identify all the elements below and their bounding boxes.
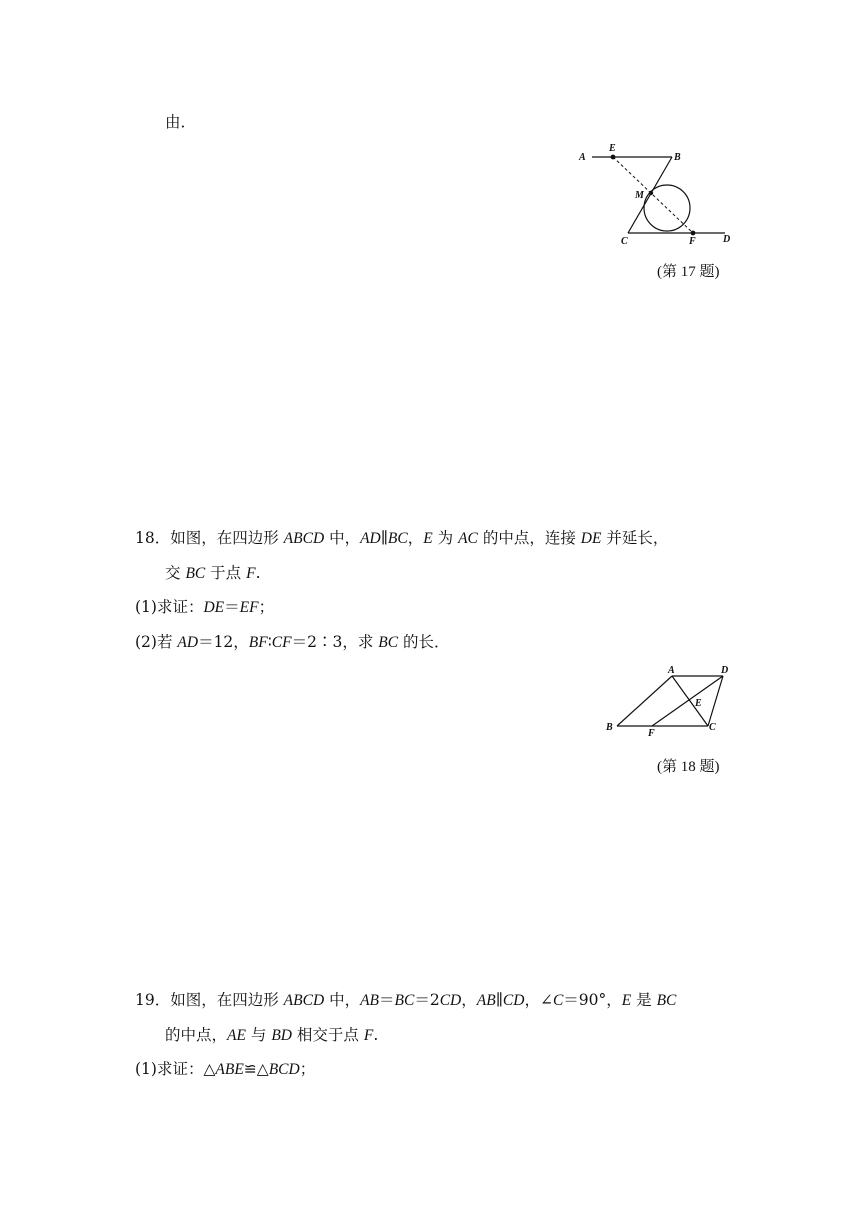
q17-figure: [570, 140, 740, 248]
q18-figure: [600, 660, 740, 740]
q18-number: 18．: [135, 529, 171, 547]
label-B: B: [674, 152, 681, 163]
q18-caption: (第 18 题): [657, 759, 720, 775]
label-A: A: [579, 152, 586, 163]
q18-line2: 交 BC 于点 F.: [165, 564, 261, 582]
q18-part2: (2)若 AD＝12，BF∶CF＝2∶3，求 BC 的长．: [135, 633, 450, 651]
segment-DF: [652, 676, 723, 726]
segment-AB: [617, 676, 672, 726]
q17-text-tail: 由．: [165, 113, 197, 131]
label-M: M: [635, 190, 644, 201]
segment-EF-dashed: [613, 157, 693, 233]
label-F: F: [689, 236, 696, 247]
q18-line1: 18．如图，在四边形 ABCD 中，AD∥BC，E 为 AC 的中点，连接 DE 并延长，: [135, 529, 669, 547]
q19-line1: 19．如图，在四边形 ABCD 中，AB＝BC＝2CD，AB∥CD，∠C＝90°，E 是 BC: [135, 991, 677, 1009]
point-F: [691, 231, 696, 236]
point-M: [649, 191, 653, 195]
point-E: [611, 155, 616, 160]
q19-line2: 的中点，AE 与 BD 相交于点 F.: [165, 1026, 379, 1044]
label-F: F: [648, 728, 655, 739]
q19-part1: (1)求证：△ABE≌△BCD；: [135, 1060, 316, 1078]
segment-AC: [672, 676, 708, 726]
label-B: B: [606, 722, 613, 733]
label-E: E: [609, 143, 616, 154]
q17-caption: (第 17 题): [657, 264, 720, 280]
label-D: D: [723, 234, 731, 245]
q18-part1: (1)求证：DE＝EF；: [135, 598, 275, 616]
label-C: C: [621, 236, 628, 247]
q19-number: 19．: [135, 991, 171, 1009]
label-C: C: [709, 722, 716, 733]
label-D: D: [721, 665, 729, 676]
label-A: A: [668, 665, 675, 676]
label-E: E: [695, 698, 702, 709]
segment-DC: [708, 676, 723, 726]
